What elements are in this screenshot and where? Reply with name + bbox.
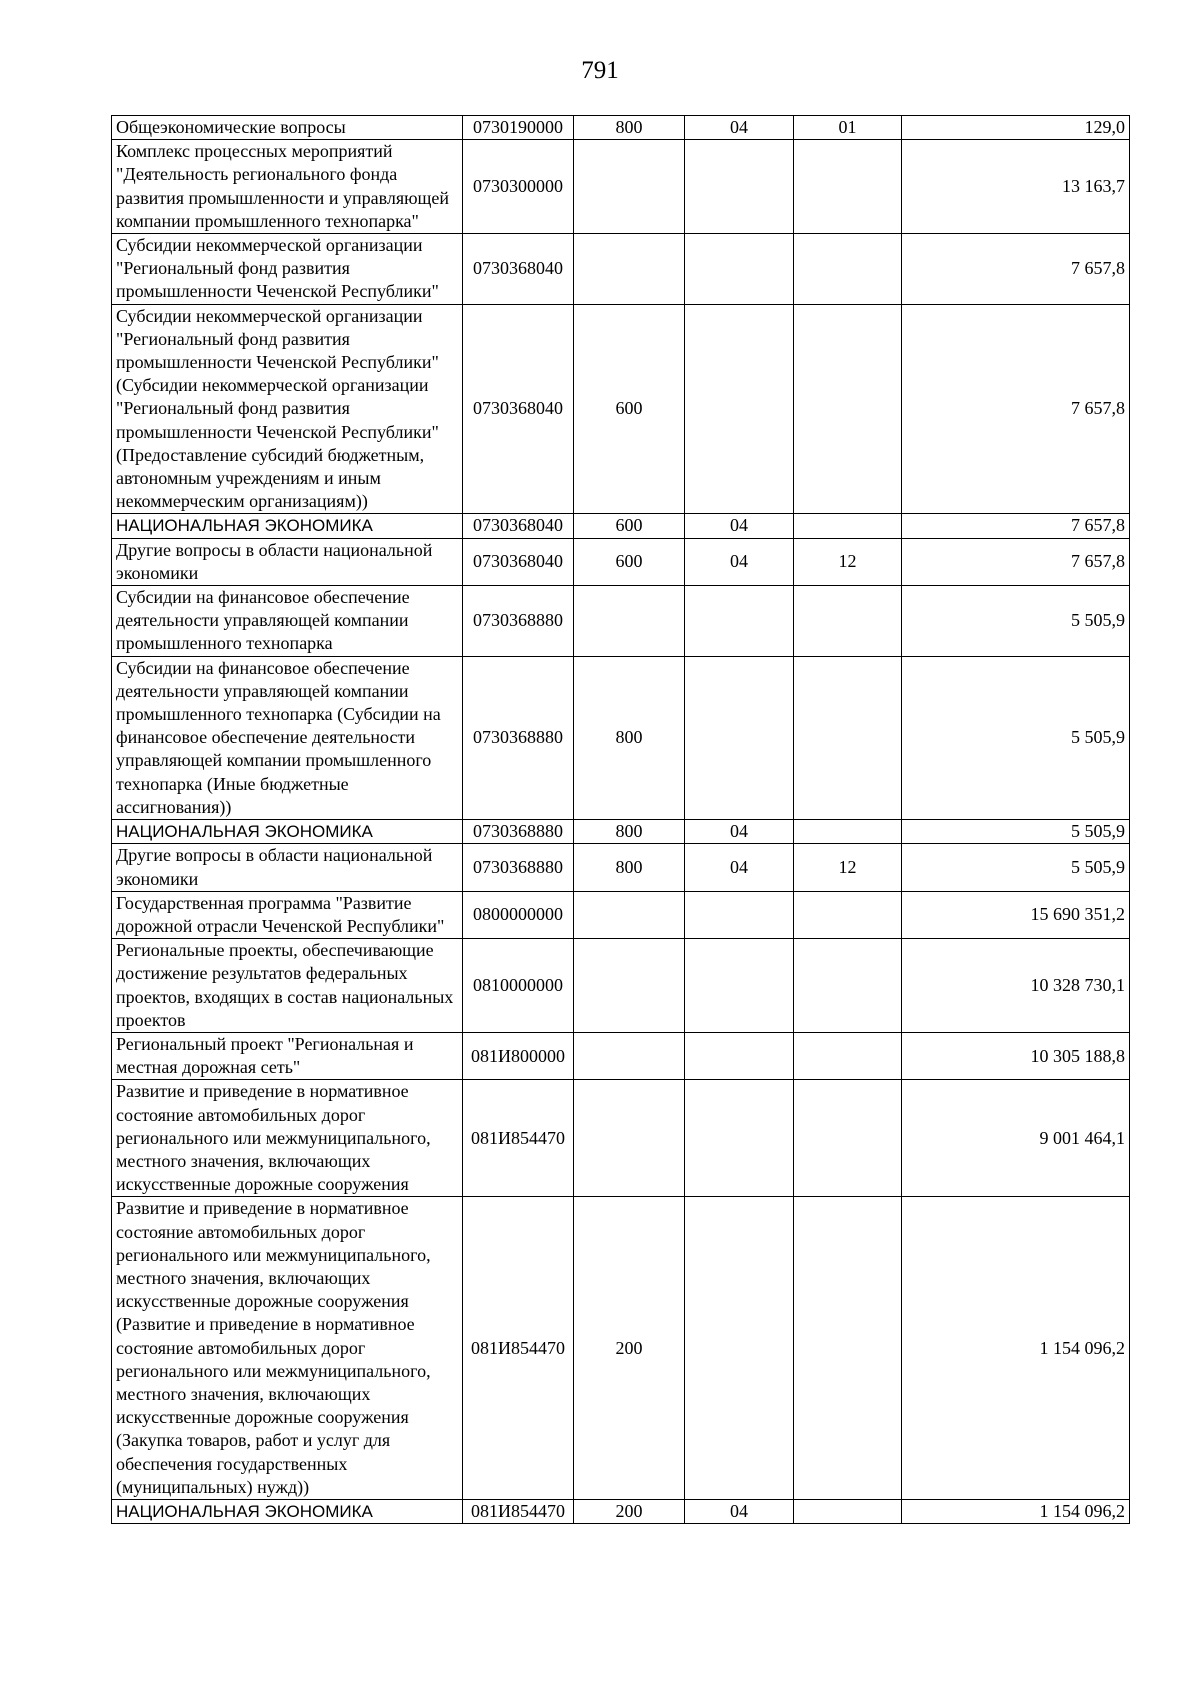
subsection-code xyxy=(794,1032,902,1079)
subsection-code xyxy=(794,1499,902,1523)
target-article-code: 0730368880 xyxy=(463,586,574,657)
expense-type-code xyxy=(574,1032,685,1079)
table-row xyxy=(112,844,1130,891)
section-code: 04 xyxy=(685,1499,794,1523)
subsection-code xyxy=(794,939,902,1033)
amount: 13 163,7 xyxy=(902,140,1130,234)
amount: 5 505,9 xyxy=(902,586,1130,657)
target-article-code: 0800000000 xyxy=(463,891,574,938)
target-article-code: 0730368040 xyxy=(463,538,574,585)
amount: 7 657,8 xyxy=(902,514,1130,538)
table-row xyxy=(112,656,1130,819)
section-code xyxy=(685,1197,794,1500)
target-article-code: 0810000000 xyxy=(463,939,574,1033)
target-article-code: 0730368040 xyxy=(463,234,574,305)
expense-type-code: 800 xyxy=(574,116,685,140)
row-name: Развитие и приведение в нормативное состояние автомобильных дорог регионального или межмуниципального, местного значения, включающих искусственные дорожные сооружения (Развитие и приведение в нормативное состояние автомобильных дорог регионального или межмуниципального, местного значения, включающих искусственные дорожные сооружения (Закупка товаров, работ и услуг для обеспечения государственных (муниципальных) нужд)) xyxy=(112,1197,463,1500)
row-name: Другие вопросы в области национальной экономики xyxy=(112,538,463,585)
amount: 1 154 096,2 xyxy=(902,1499,1130,1523)
row-name: НАЦИОНАЛЬНАЯ ЭКОНОМИКА xyxy=(112,514,463,538)
amount: 1 154 096,2 xyxy=(902,1197,1130,1500)
expense-type-code xyxy=(574,1080,685,1197)
expense-type-code xyxy=(574,586,685,657)
target-article-code: 0730368040 xyxy=(463,304,574,514)
expense-type-code: 800 xyxy=(574,844,685,891)
subsection-code xyxy=(794,656,902,819)
section-code xyxy=(685,1032,794,1079)
amount: 7 657,8 xyxy=(902,304,1130,514)
subsection-code xyxy=(794,234,902,305)
amount: 5 505,9 xyxy=(902,820,1130,844)
row-name: Государственная программа "Развитие дорожной отрасли Чеченской Республики" xyxy=(112,891,463,938)
section-code: 04 xyxy=(685,116,794,140)
subsection-code: 01 xyxy=(794,116,902,140)
subsection-code xyxy=(794,140,902,234)
subsection-code: 12 xyxy=(794,844,902,891)
row-name: НАЦИОНАЛЬНАЯ ЭКОНОМИКА xyxy=(112,820,463,844)
section-code xyxy=(685,140,794,234)
amount: 7 657,8 xyxy=(902,234,1130,305)
row-name: Субсидии на финансовое обеспечение деятельности управляющей компании промышленного технопарка (Субсидии на финансовое обеспечение деятельности управляющей компании промышленного технопарка (Иные бюджетные ассигнования)) xyxy=(112,656,463,819)
table-row xyxy=(112,1197,1130,1500)
table-row xyxy=(112,820,1130,844)
subsection-code xyxy=(794,1080,902,1197)
section-code xyxy=(685,304,794,514)
table-row xyxy=(112,234,1130,305)
row-name: Развитие и приведение в нормативное состояние автомобильных дорог регионального или межмуниципального, местного значения, включающих искусственные дорожные сооружения xyxy=(112,1080,463,1197)
subsection-code xyxy=(794,820,902,844)
section-code: 04 xyxy=(685,820,794,844)
row-name: Другие вопросы в области национальной экономики xyxy=(112,844,463,891)
target-article-code: 081И854470 xyxy=(463,1197,574,1500)
expense-type-code xyxy=(574,939,685,1033)
expense-type-code: 600 xyxy=(574,538,685,585)
page-number: 791 xyxy=(581,57,619,84)
target-article-code: 081И854470 xyxy=(463,1080,574,1197)
expense-type-code: 600 xyxy=(574,304,685,514)
row-name: Субсидии на финансовое обеспечение деятельности управляющей компании промышленного технопарка xyxy=(112,586,463,657)
section-code xyxy=(685,586,794,657)
expense-type-code xyxy=(574,234,685,305)
table-row xyxy=(112,891,1130,938)
subsection-code xyxy=(794,304,902,514)
budget-table xyxy=(111,115,1130,1524)
target-article-code: 0730368880 xyxy=(463,820,574,844)
expense-type-code: 200 xyxy=(574,1499,685,1523)
section-code xyxy=(685,656,794,819)
table-row xyxy=(112,1499,1130,1523)
amount: 5 505,9 xyxy=(902,844,1130,891)
table-row xyxy=(112,140,1130,234)
section-code xyxy=(685,939,794,1033)
row-name: Комплекс процессных мероприятий "Деятельность регионального фонда развития промышленности и управляющей компании промышленного технопарка" xyxy=(112,140,463,234)
table-row xyxy=(112,1032,1130,1079)
subsection-code: 12 xyxy=(794,538,902,585)
target-article-code: 081И854470 xyxy=(463,1499,574,1523)
amount: 9 001 464,1 xyxy=(902,1080,1130,1197)
table-row xyxy=(112,514,1130,538)
target-article-code: 0730190000 xyxy=(463,116,574,140)
subsection-code xyxy=(794,891,902,938)
table-row xyxy=(112,939,1130,1033)
table-row xyxy=(112,538,1130,585)
target-article-code: 0730368880 xyxy=(463,656,574,819)
target-article-code: 081И800000 xyxy=(463,1032,574,1079)
subsection-code xyxy=(794,586,902,657)
row-name: Субсидии некоммерческой организации "Региональный фонд развития промышленности Чеченской Республики" xyxy=(112,234,463,305)
target-article-code: 0730300000 xyxy=(463,140,574,234)
target-article-code: 0730368880 xyxy=(463,844,574,891)
table-row xyxy=(112,1080,1130,1197)
expense-type-code: 600 xyxy=(574,514,685,538)
amount: 10 305 188,8 xyxy=(902,1032,1130,1079)
amount: 10 328 730,1 xyxy=(902,939,1130,1033)
amount: 7 657,8 xyxy=(902,538,1130,585)
expense-type-code xyxy=(574,891,685,938)
section-code xyxy=(685,891,794,938)
expense-type-code xyxy=(574,140,685,234)
row-name: НАЦИОНАЛЬНАЯ ЭКОНОМИКА xyxy=(112,1499,463,1523)
amount: 15 690 351,2 xyxy=(902,891,1130,938)
row-name: Субсидии некоммерческой организации "Региональный фонд развития промышленности Чеченской Республики" (Субсидии некоммерческой организации "Региональный фонд развития промышленности Чеченской Республики" (Предоставление субсидий бюджетным, автономным учреждениям и иным некоммерческим организациям)) xyxy=(112,304,463,514)
table-row xyxy=(112,116,1130,140)
section-code xyxy=(685,234,794,305)
subsection-code xyxy=(794,1197,902,1500)
section-code: 04 xyxy=(685,844,794,891)
target-article-code: 0730368040 xyxy=(463,514,574,538)
expense-type-code: 800 xyxy=(574,820,685,844)
subsection-code xyxy=(794,514,902,538)
expense-type-code: 200 xyxy=(574,1197,685,1500)
table-row xyxy=(112,304,1130,514)
amount: 129,0 xyxy=(902,116,1130,140)
section-code: 04 xyxy=(685,514,794,538)
table-row xyxy=(112,586,1130,657)
row-name: Региональные проекты, обеспечивающие достижение результатов федеральных проектов, входящих в состав национальных проектов xyxy=(112,939,463,1033)
expense-type-code: 800 xyxy=(574,656,685,819)
amount: 5 505,9 xyxy=(902,656,1130,819)
row-name: Региональный проект "Региональная и местная дорожная сеть" xyxy=(112,1032,463,1079)
section-code: 04 xyxy=(685,538,794,585)
section-code xyxy=(685,1080,794,1197)
row-name: Общеэкономические вопросы xyxy=(112,116,463,140)
